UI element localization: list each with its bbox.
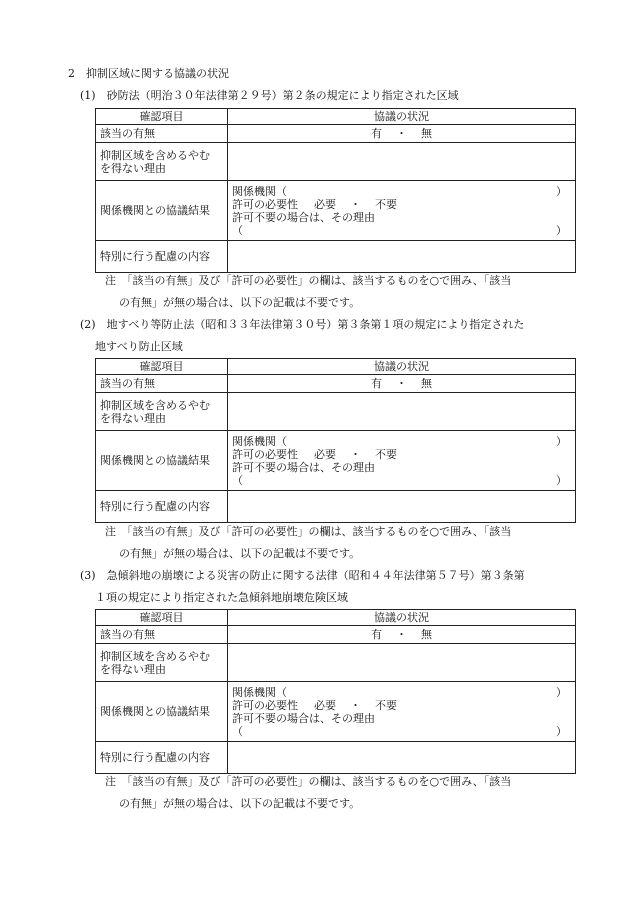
row-label-consult: 関係機関との協議結果	[96, 181, 228, 241]
reason-label-line-2: を得ない理由	[100, 411, 166, 425]
reason-label-line-2: を得ない理由	[100, 662, 166, 676]
consult-field[interactable]	[228, 181, 576, 241]
permit-label: 許可の必要性	[232, 447, 298, 461]
subsection-1-title: (1) 砂防法（明治３０年法律第２９号）第２条の規定により指定された区域	[80, 89, 459, 102]
choice-separator: ・	[396, 628, 407, 641]
permit-label: 許可の必要性	[232, 698, 298, 712]
note-2-line-1: 注 「該当の有無」及び「許可の必要性」の欄は、該当するものを○で囲み、「該当	[105, 525, 512, 538]
reason-open-paren: （	[232, 724, 243, 738]
permit-label: 許可の必要性	[232, 197, 298, 211]
reason-label-line-1: 抑制区域を含めるやむ	[100, 148, 210, 162]
agency-label: 関係機関（	[232, 184, 287, 198]
permit-not-need[interactable]: 不要	[375, 698, 397, 712]
permit-line	[232, 198, 571, 211]
row-label-reason	[96, 393, 228, 431]
choice-yes[interactable]: 有	[371, 377, 382, 390]
permit-need[interactable]: 必要	[314, 698, 336, 712]
agency-close-paren: ）	[556, 434, 567, 448]
permit-line	[232, 448, 571, 461]
reason-close-paren: ）	[556, 724, 567, 738]
agency-line	[232, 435, 571, 448]
reason-label-line-1: 抑制区域を含めるやむ	[100, 649, 210, 663]
note-3-line-2: の有無」が無の場合は、以下の記載は不要です。	[119, 797, 361, 810]
reason-label-line-2: を得ない理由	[100, 161, 166, 175]
agency-close-paren: ）	[556, 685, 567, 699]
choice-separator: ・	[396, 377, 407, 390]
permit-line	[232, 699, 571, 712]
permit-need[interactable]: 必要	[314, 197, 336, 211]
col-header-item: 確認項目	[96, 610, 228, 626]
col-header-item: 確認項目	[96, 359, 228, 375]
subsection-2-title-line-1: (2) 地すべり等防止法（昭和３３年法律第３０号）第３条第１項の規定により指定された	[80, 318, 525, 331]
reason-close-paren: ）	[556, 473, 567, 487]
choice-no[interactable]: 無	[421, 628, 432, 641]
note-3-line-1: 注 「該当の有無」及び「許可の必要性」の欄は、該当するものを○で囲み、「該当	[105, 775, 512, 788]
row-label-consult: 関係機関との協議結果	[96, 431, 228, 491]
applicable-choice[interactable]	[228, 626, 576, 644]
agency-label: 関係機関（	[232, 434, 287, 448]
choice-yes[interactable]: 有	[371, 628, 382, 641]
row-label-consideration: 特別に行う配慮の内容	[96, 491, 228, 523]
permit-need[interactable]: 必要	[314, 447, 336, 461]
choice-no[interactable]: 無	[421, 127, 432, 140]
row-label-applicable: 該当の有無	[96, 125, 228, 143]
section-heading: 2 抑制区域に関する協議の状況	[68, 67, 229, 80]
col-header-status: 協議の状況	[228, 109, 576, 125]
consult-field[interactable]	[228, 431, 576, 491]
reason-label-line-1: 抑制区域を含めるやむ	[100, 398, 210, 412]
reason-field[interactable]	[228, 143, 576, 181]
applicable-choice[interactable]	[228, 125, 576, 143]
col-header-status: 協議の状況	[228, 359, 576, 375]
table-1	[95, 108, 576, 273]
note-1-line-2: の有無」が無の場合は、以下の記載は不要です。	[119, 296, 361, 309]
permit-not-need[interactable]: 不要	[375, 447, 397, 461]
reason-paren-line	[232, 224, 571, 237]
consideration-field[interactable]	[228, 241, 576, 273]
table-2	[95, 358, 576, 523]
note-1-line-1: 注 「該当の有無」及び「許可の必要性」の欄は、該当するものを○で囲み、「該当	[105, 274, 512, 287]
permit-separator: ・	[350, 197, 361, 211]
reason-open-paren: （	[232, 473, 243, 487]
consideration-field[interactable]	[228, 742, 576, 774]
reason-open-paren: （	[232, 223, 243, 237]
row-label-applicable: 該当の有無	[96, 375, 228, 393]
agency-line	[232, 185, 571, 198]
permit-separator: ・	[350, 698, 361, 712]
choice-yes[interactable]: 有	[371, 127, 382, 140]
col-header-status: 協議の状況	[228, 610, 576, 626]
reason-paren-line	[232, 725, 571, 738]
row-label-reason	[96, 143, 228, 181]
agency-label: 関係機関（	[232, 685, 287, 699]
col-header-item: 確認項目	[96, 109, 228, 125]
reason-if-not-line: 許可不要の場合は、その理由	[232, 210, 375, 224]
subsection-3-title-line-2: １項の規定により指定された急傾斜地崩壊危険区域	[95, 591, 348, 604]
table-3	[95, 609, 576, 774]
reason-close-paren: ）	[556, 223, 567, 237]
consult-field[interactable]	[228, 682, 576, 742]
row-label-reason	[96, 644, 228, 682]
consideration-field[interactable]	[228, 491, 576, 523]
reason-field[interactable]	[228, 644, 576, 682]
reason-field[interactable]	[228, 393, 576, 431]
agency-line	[232, 686, 571, 699]
applicable-choice[interactable]	[228, 375, 576, 393]
reason-paren-line	[232, 474, 571, 487]
row-label-applicable: 該当の有無	[96, 626, 228, 644]
reason-if-not-line: 許可不要の場合は、その理由	[232, 711, 375, 725]
row-label-consideration: 特別に行う配慮の内容	[96, 742, 228, 774]
note-2-line-2: の有無」が無の場合は、以下の記載は不要です。	[119, 547, 361, 560]
row-label-consult: 関係機関との協議結果	[96, 682, 228, 742]
subsection-3-title-line-1: (3) 急傾斜地の崩壊による災害の防止に関する法律（昭和４４年法律第５７号）第３条第	[80, 569, 525, 582]
choice-separator: ・	[396, 127, 407, 140]
permit-not-need[interactable]: 不要	[375, 197, 397, 211]
reason-if-not-line: 許可不要の場合は、その理由	[232, 460, 375, 474]
row-label-consideration: 特別に行う配慮の内容	[96, 241, 228, 273]
choice-no[interactable]: 無	[421, 377, 432, 390]
subsection-2-title-line-2: 地すべり防止区域	[95, 340, 183, 353]
permit-separator: ・	[350, 447, 361, 461]
agency-close-paren: ）	[556, 184, 567, 198]
